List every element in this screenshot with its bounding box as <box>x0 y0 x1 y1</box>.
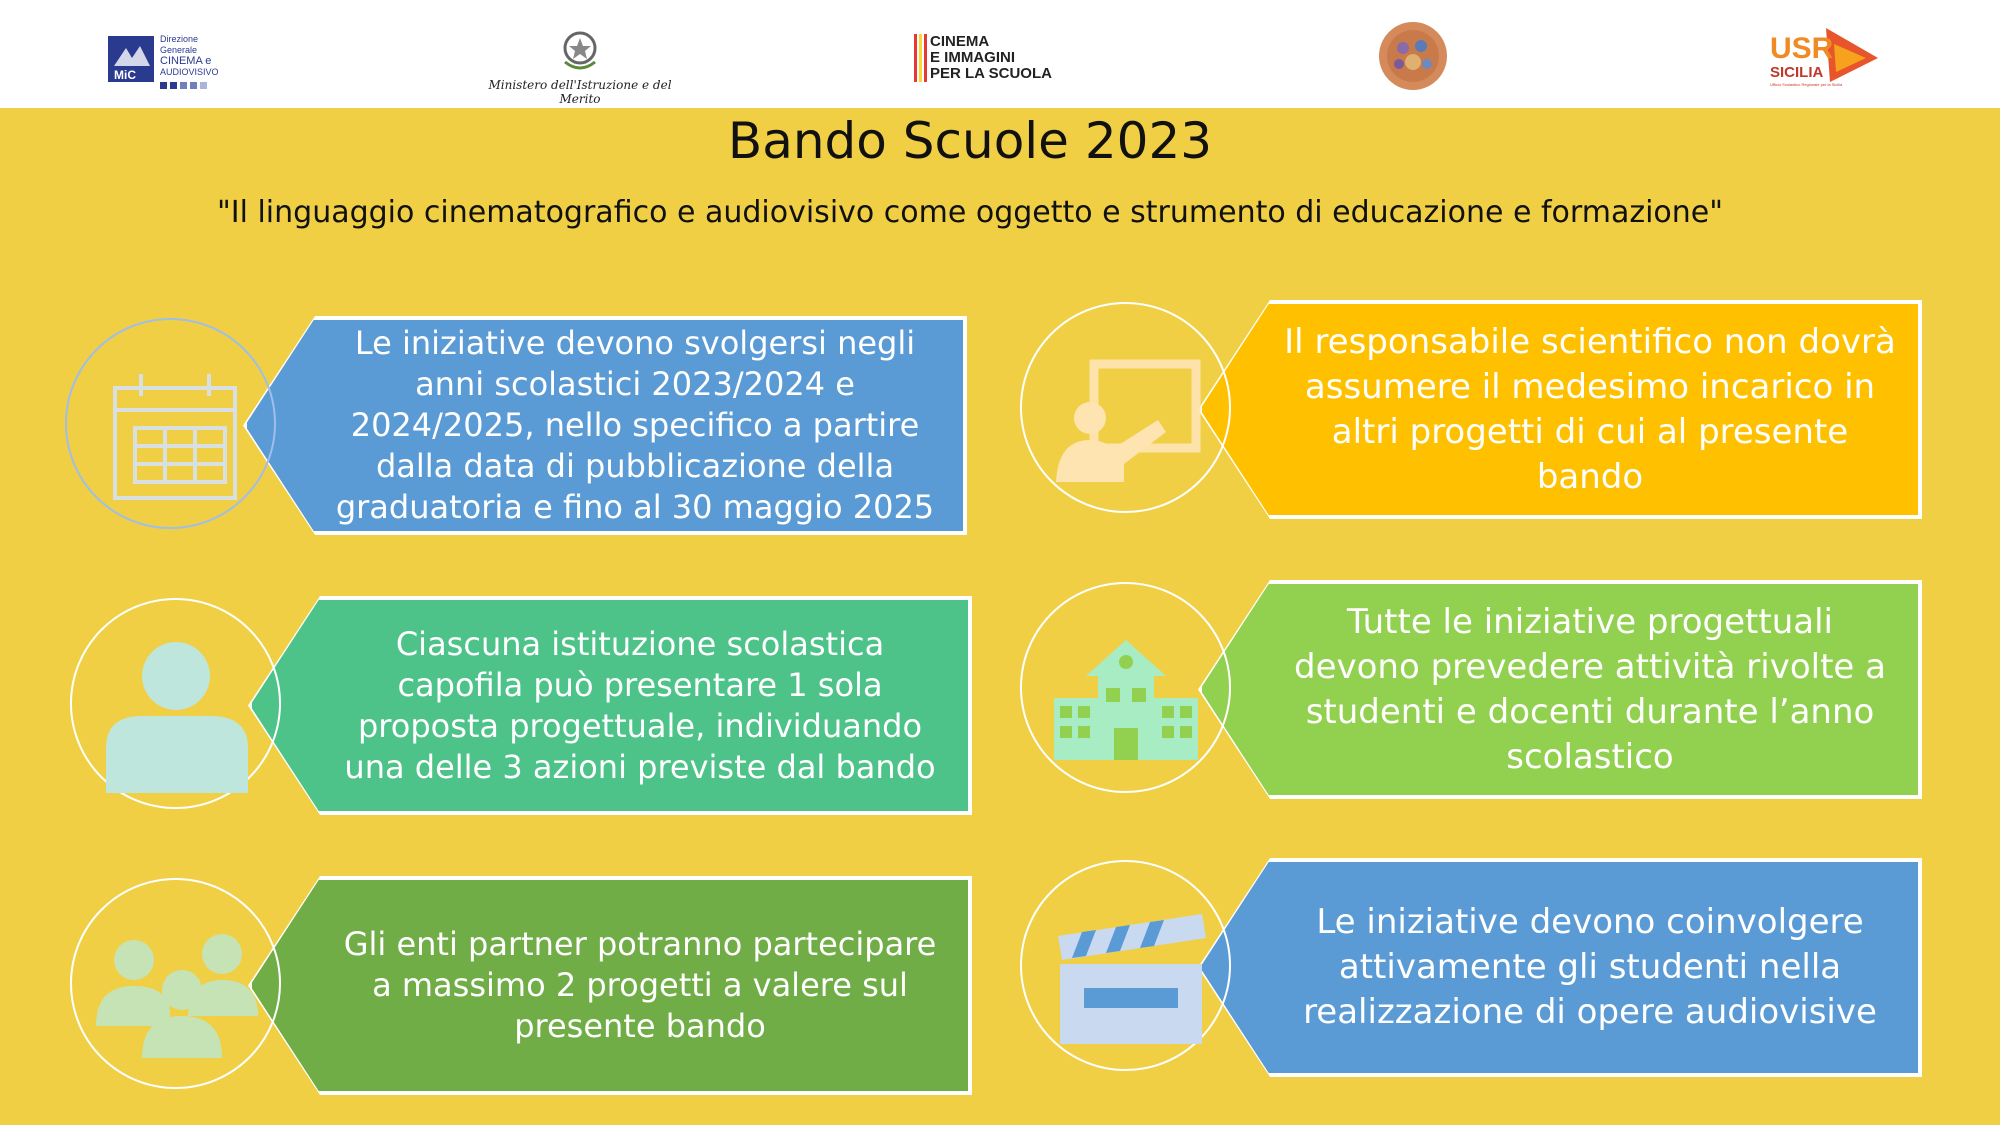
cinema-scuola-logo <box>914 32 1084 88</box>
info-card-text: Le iniziative devono coinvolgere attivamente gli studenti nella realizzazione di opere audiovisive <box>1303 902 1877 1032</box>
usr-logo-line-2: SICILIA <box>1770 64 1824 81</box>
mic-logo-line-3: AUDIOVISIVO <box>160 67 219 77</box>
cinema-logo-line-1: CINEMA <box>930 33 990 50</box>
usr-logo-line-1: USR <box>1770 32 1834 65</box>
italian-emblem-icon <box>559 26 601 72</box>
info-card-6 <box>1020 860 1920 1075</box>
usr-sicilia-logo <box>1768 24 1888 94</box>
info-card-4 <box>1020 582 1920 797</box>
info-card-3 <box>70 598 970 813</box>
info-card-text: Gli enti partner potranno partecipare a massimo 2 progetti a valere sul presente bando <box>343 925 937 1045</box>
mic-logo-line-1: Direzione Generale <box>160 34 199 55</box>
cinema-logo-line-3: PER LA SCUOLA <box>930 65 1052 82</box>
mic-logo-mark: MiC <box>114 68 136 82</box>
teacher-board-icon <box>1040 322 1215 497</box>
school-emblem-icon <box>1375 20 1451 96</box>
school-building-icon <box>1040 602 1215 777</box>
ministero-logo <box>475 26 685 106</box>
info-card-text: Ciascuna istituzione scolastica capofila può presentare 1 sola proposta progettuale, individuando una delle 3 azioni previste dal bando <box>344 624 936 786</box>
info-card-1 <box>65 318 965 533</box>
calendar-icon <box>85 338 260 513</box>
mic-logo <box>108 34 233 86</box>
page-subtitle: "Il linguaggio cinematografico e audiovisivo come oggetto e strumento di educazione e formazione" <box>216 195 1724 230</box>
person-icon <box>90 618 265 793</box>
ministero-logo-text: Ministero dell'Istruzione e del Merito <box>488 78 672 106</box>
info-card-2 <box>1020 302 1920 517</box>
info-card-text: Le iniziative devono svolgersi negli anni scolastici 2023/2024 e 2024/2025, nello specifico a partire dalla data di pubblicazione della graduatoria e fino al 30 maggio 2025 <box>335 324 935 526</box>
info-card-5 <box>70 878 970 1093</box>
usr-logo-line-3: Ufficio Scolastico Regionale per la Sicilia <box>1770 82 1843 87</box>
cinema-logo-line-2: E IMMAGINI <box>930 49 1015 66</box>
clapperboard-icon <box>1040 880 1215 1055</box>
page-title: Bando Scuole 2023 <box>727 112 1213 170</box>
logo-bar <box>0 0 2000 108</box>
info-card-text: Tutte le iniziative progettuali devono prevedere attività rivolte a studenti e docenti durante l’anno scolastico <box>1294 601 1886 777</box>
group-icon <box>90 898 265 1073</box>
info-card-text: Il responsabile scientifico non dovrà assumere il medesimo incarico in altri progetti di cui al presente bando <box>1284 321 1896 497</box>
school-emblem-logo <box>1375 20 1455 100</box>
mic-logo-line-2: CINEMA e <box>160 55 212 67</box>
